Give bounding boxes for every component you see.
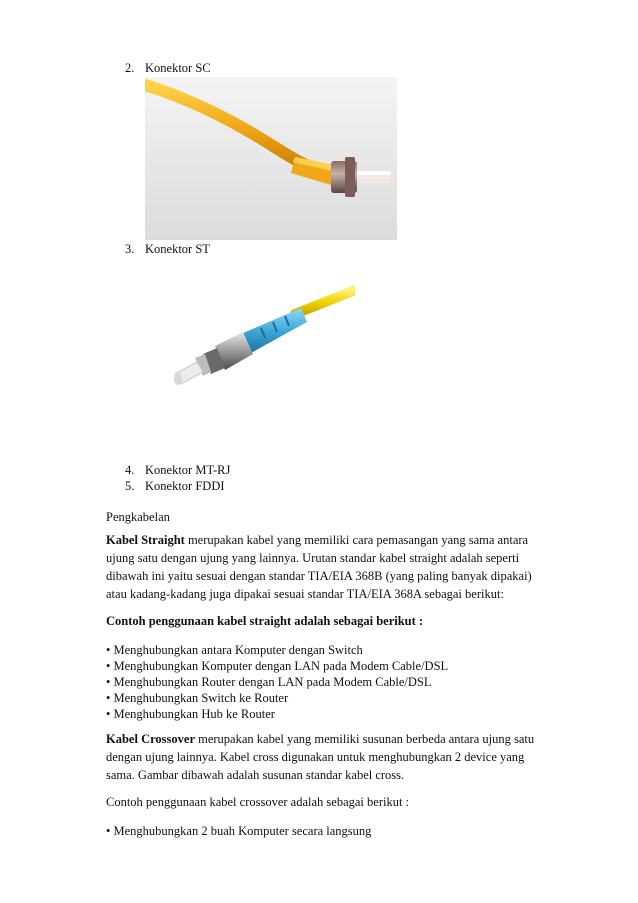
list-item-sc: [125, 59, 211, 77]
straight-paragraph-line-3: dibawah ini yaitu sesuai dengan standar TIA/EIA 368B (yang paling banyak dipakai): [106, 569, 532, 583]
straight-bullet: • Menghubungkan antara Komputer dengan Switch: [106, 643, 363, 657]
list-label: Konektor SC: [145, 61, 211, 75]
straight-bullet: • Menghubungkan Router dengan LAN pada Modem Cable/DSL: [106, 675, 432, 689]
straight-bullet: • Menghubungkan Komputer dengan LAN pada Modem Cable/DSL: [106, 659, 449, 673]
straight-bullet: • Menghubungkan Hub ke Router: [106, 707, 275, 721]
list-item-fddi: [125, 477, 225, 495]
crossover-term: Kabel Crossover: [106, 732, 195, 746]
crossover-paragraph-line-2: dengan ujung lainnya. Kabel cross digunakan untuk menghubungkan 2 device yang: [106, 750, 525, 764]
list-number: 5.: [125, 479, 135, 493]
sc-connector-photo: [145, 77, 397, 240]
crossover-paragraph-line-3: sama. Gambar dibawah adalah susunan standar kabel cross.: [106, 768, 405, 782]
straight-paragraph-line-1: [106, 531, 528, 549]
list-label: Konektor ST: [145, 242, 210, 256]
list-label: Konektor FDDI: [145, 479, 225, 493]
straight-paragraph-line-4: atau kadang-kadang juga dipakai sesuai standar TIA/EIA 368A sebagai berikut:: [106, 587, 504, 601]
straight-example-heading: Contoh penggunaan kabel straight adalah sebagai berikut :: [106, 614, 424, 628]
list-item-st: [125, 240, 210, 258]
list-number: 2.: [125, 61, 135, 75]
list-label: Konektor MT-RJ: [145, 463, 231, 477]
crossover-paragraph-line-1: [106, 730, 534, 748]
straight-paragraph-line-2: ujung satu dengan ujung yang lainnya. Urutan standar kabel straight adalah seperti: [106, 551, 520, 565]
straight-term: Kabel Straight: [106, 533, 185, 547]
section-heading: Pengkabelan: [106, 510, 170, 524]
st-connector-photo: [145, 262, 355, 457]
crossover-bullet: • Menghubungkan 2 buah Komputer secara langsung: [106, 824, 372, 838]
list-number: 4.: [125, 463, 135, 477]
crossover-example-heading: Contoh penggunaan kabel crossover adalah sebagai berikut :: [106, 795, 410, 809]
crossover-text: merupakan kabel yang memiliki susunan berbeda antara ujung satu: [195, 732, 535, 746]
list-number: 3.: [125, 242, 135, 256]
straight-bullet: • Menghubungkan Switch ke Router: [106, 691, 289, 705]
straight-text: merupakan kabel yang memiliki cara pemasangan yang sama antara: [184, 533, 529, 547]
